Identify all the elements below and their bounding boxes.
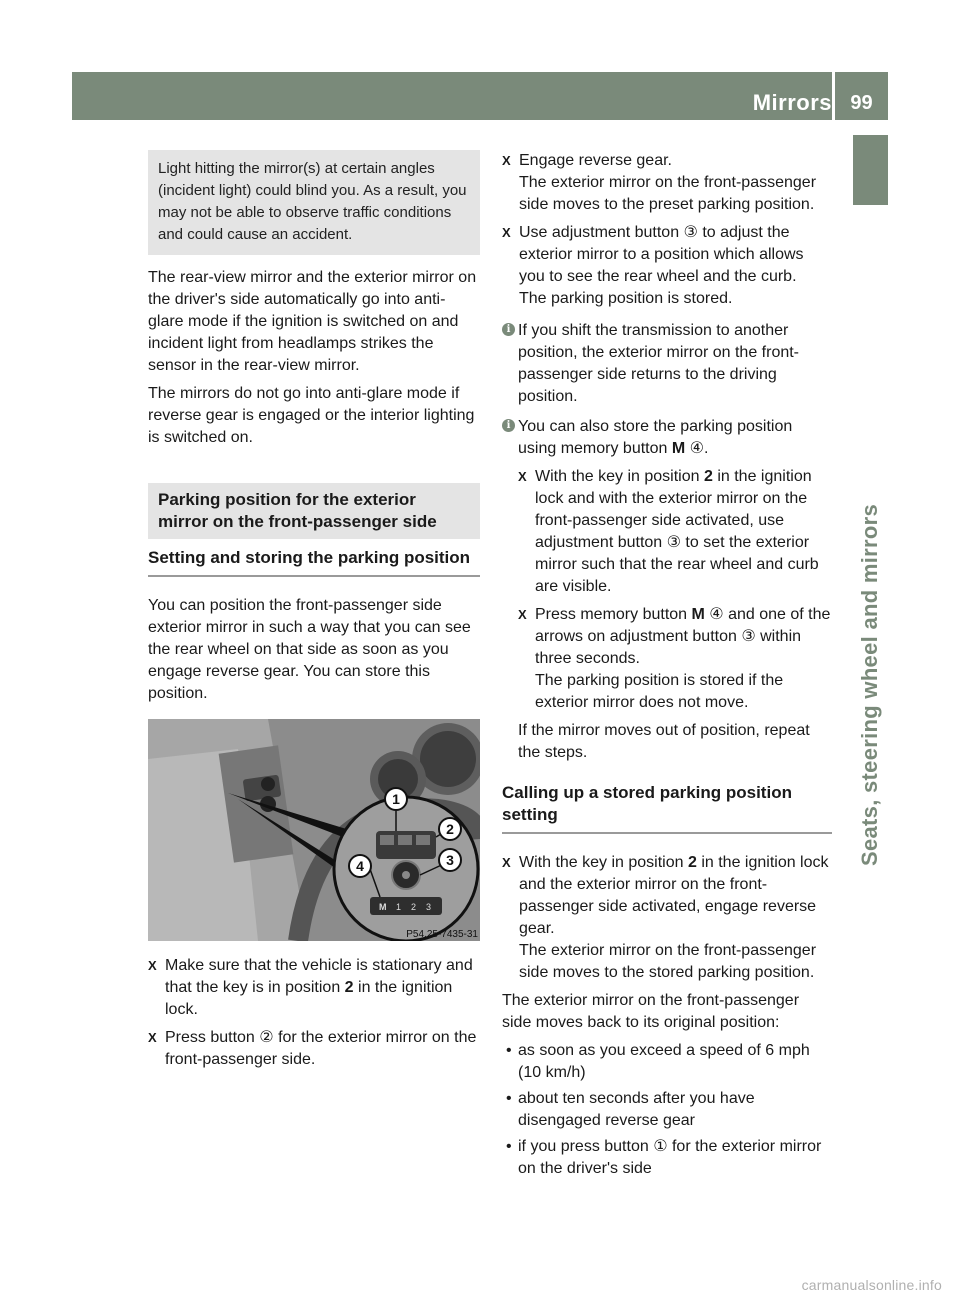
figure-mirror-controls — [148, 719, 480, 941]
bullet-icon: • — [506, 1042, 512, 1059]
callout-2-label: 2 — [446, 821, 454, 837]
side-tab-marker — [853, 135, 888, 205]
list-item: • if you press button ① for the exterior mirror on the driver's side — [506, 1138, 822, 1177]
callout-3-label: 3 — [446, 852, 454, 868]
figure-code: P54.25-7435-31 — [406, 929, 478, 940]
step-make-sure-stationary: X Make sure that the vehicle is stationary and that the key is in position 2 in the ignition lock. — [148, 957, 473, 1018]
substep-press-memory: X Press memory button M ④ and one of the arrows on adjustment button ③ within three seconds. The parking position is stored if the exterior mirror does not move. — [518, 606, 831, 711]
chapter-tab — [853, 215, 888, 1155]
right-column — [502, 150, 832, 1184]
paragraph: The exterior mirror on the front-passenger side moves back to its original position: — [502, 992, 800, 1031]
paragraph: You can position the front-passenger side exterior mirror in such a way that you can see the rear wheel on that side as soon as you engage reverse gear. You can store this position. — [148, 597, 471, 702]
info-substeps — [502, 466, 832, 764]
info-note-memory: i You can also store the parking position using memory button M ④. — [502, 416, 832, 460]
watermark: carmanualsonline.info — [801, 1277, 942, 1293]
step-engage-reverse: X Engage reverse gear. The exterior mirror on the front-passenger side moves to the preset parking position. — [502, 152, 817, 213]
step-arrow-icon: X — [502, 855, 511, 870]
step-arrow-icon: X — [502, 153, 511, 168]
page-number: 99 — [850, 92, 873, 114]
section-title: Parking position for the exterior mirror on the front-passenger side — [148, 483, 480, 539]
bullet-icon: • — [506, 1138, 512, 1155]
memory-button-3-label: 3 — [426, 902, 432, 912]
memory-button-1-label: 1 — [396, 902, 402, 912]
step-arrow-icon: X — [148, 1030, 157, 1045]
paragraph: The mirrors do not go into anti-glare mode if reverse gear is engaged or the interior lighting is switched on. — [148, 385, 475, 446]
figure-illustration — [148, 719, 480, 941]
step-engage-reverse-stored: X With the key in position 2 in the ignition lock and the exterior mirror on the front-passenger side activated, engage reverse gear. The exterior mirror on the front-passenger side moves to the stored parking position. — [502, 854, 829, 981]
info-icon: i — [502, 323, 515, 336]
info-note-shift: i If you shift the transmission to another position, the exterior mirror on the front-passenger side returns to the driving position. — [502, 320, 832, 408]
step-arrow-icon: X — [148, 958, 157, 973]
chapter-tab-label: Seats, steering wheel and mirrors — [857, 503, 883, 867]
info-icon: i — [502, 419, 515, 432]
paragraph: The rear-view mirror and the exterior mirror on the driver's side automatically go into anti-glare mode if the ignition is switched on and incident light from headlamps strikes the sensor in the rear-view mirror. — [148, 269, 477, 374]
subheading: Setting and storing the parking position — [148, 539, 480, 577]
list-item: • as soon as you exceed a speed of 6 mph (10 km/h) — [506, 1042, 810, 1081]
subheading: Calling up a stored parking position setting — [502, 774, 832, 834]
warning-box: Light hitting the mirror(s) at certain angles (incident light) could blind you. As a result, you may not be able to observe traffic conditions and could cause an accident. — [148, 150, 480, 255]
left-column — [148, 150, 480, 1077]
step-press-button-2: X Press button ② for the exterior mirror on the front-passenger side. — [148, 1029, 477, 1068]
callout-1-label: 1 — [392, 791, 400, 807]
page-title: Mirrors — [752, 90, 832, 115]
step-use-adjustment-button: X Use adjustment button ③ to adjust the exterior mirror to a position which allows you to see the rear wheel and the curb. The parking position is stored. — [502, 224, 804, 307]
step-arrow-icon: X — [518, 607, 527, 622]
bullet-icon: • — [506, 1090, 512, 1107]
substep-set-mirror: X With the key in position 2 in the ignition lock and with the exterior mirror on the front-passenger side activated, use adjustment button ③ to set the exterior mirror such that the rear wheel and curb are visible. — [518, 468, 819, 595]
memory-button-2-label: 2 — [411, 902, 417, 912]
step-arrow-icon: X — [502, 225, 511, 240]
list-item: • about ten seconds after you have disengaged reverse gear — [506, 1090, 755, 1129]
callout-4-label: 4 — [356, 858, 364, 874]
paragraph: If the mirror moves out of position, repeat the steps. — [518, 722, 810, 761]
step-arrow-icon: X — [518, 469, 527, 484]
memory-button-m-label: M — [379, 902, 387, 912]
